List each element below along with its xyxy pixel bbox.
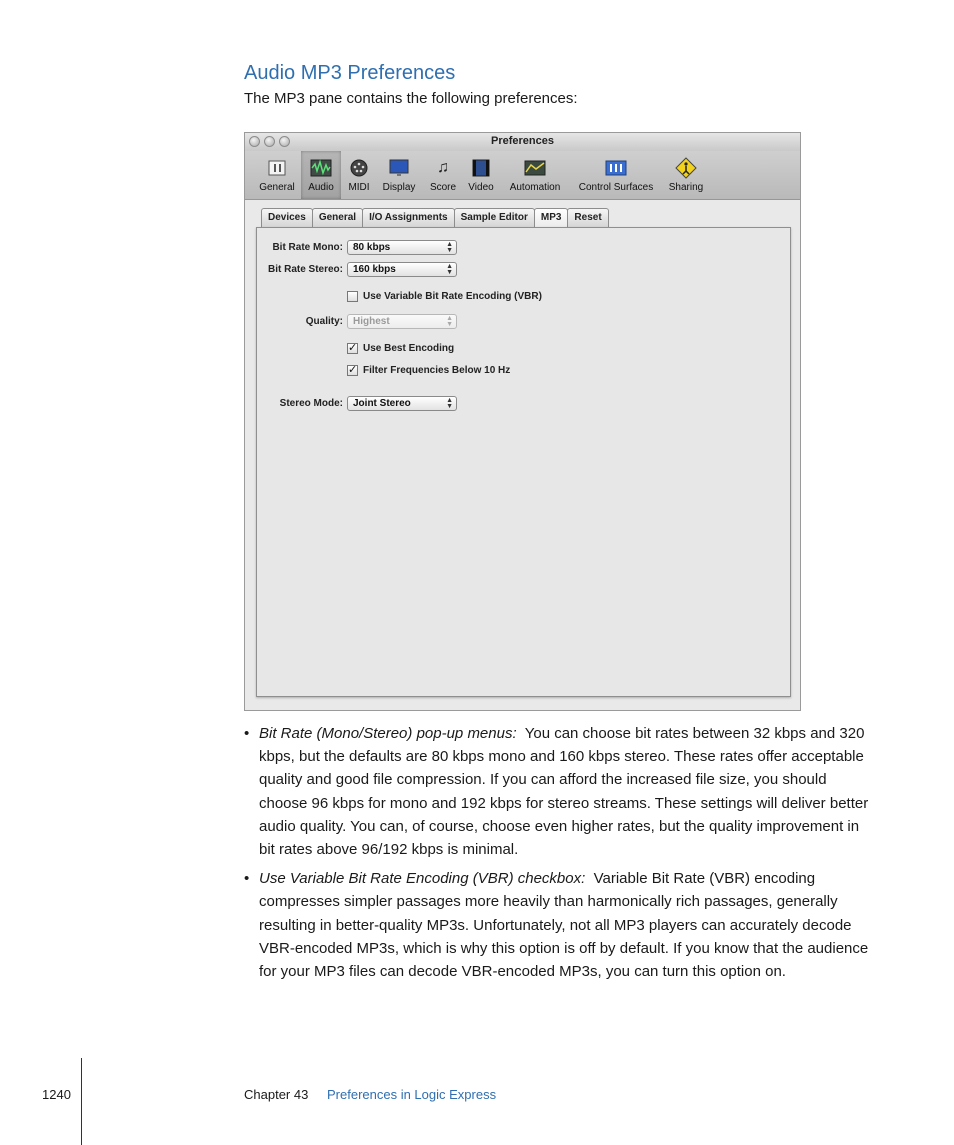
bullet-icon: • [244,725,250,742]
display-icon [388,157,410,179]
intro-text: The MP3 pane contains the following preferences: [244,90,578,107]
mp3-panel [256,227,791,697]
bit-rate-mono-popup[interactable]: 80 kbps ▲ ▼ [347,240,457,255]
tab-io-assignments[interactable]: I/O Assignments [362,208,455,227]
automation-icon [524,157,546,179]
bit-rate-mono-label: Bit Rate Mono: [272,242,343,253]
toolbar-control-surfaces[interactable]: Control Surfaces [573,151,659,199]
control-surfaces-icon [605,157,627,179]
tab-mp3[interactable]: MP3 [534,208,569,227]
midi-icon [348,157,370,179]
filter-checkbox-row[interactable]: ✓ Filter Frequencies Below 10 Hz [348,364,511,376]
section-heading: Audio MP3 Preferences [244,62,456,84]
list-item: • Bit Rate (Mono/Stereo) pop-up menus: You can choose bit rates between 32 kbps and 320 kbps, but the defaults are 80 kbps mono and 160 kbps stereo. These rates offer acceptable quality and good file compression. If you can afford the increased file size, you should choose 96 kbps for mono and 192 kbps for stereo streams. These settings will deliver better audio quality. You can, of course, choose even higher rates, but the quality improvement in bit rates above 96/192 kbps is minimal. [244,722,876,861]
vbr-checkbox-row[interactable]: Use Variable Bit Rate Encoding (VBR) [347,291,542,302]
bullet-list [244,722,876,989]
checkmark-icon: ✓ [348,364,358,376]
stereo-mode-label: Stereo Mode: [279,398,343,409]
checkmark-icon: ✓ [348,342,358,354]
general-icon [266,157,288,179]
page-number: 1240 [42,1087,71,1102]
popup-arrows-icon: ▲ ▼ [446,241,453,254]
bit-rate-stereo-label: Bit Rate Stereo: [267,264,343,275]
tab-sample-editor[interactable]: Sample Editor [454,208,535,227]
best-encoding-checkbox-row[interactable]: ✓ Use Best Encoding [348,342,455,354]
tab-bar [261,208,608,226]
popup-arrows-icon: ▲ ▼ [446,263,453,276]
toolbar-display[interactable]: Display [377,151,421,199]
footer-chapter-title[interactable]: Preferences in Logic Express [327,1087,497,1102]
toolbar-score[interactable]: ♫ Score [429,159,457,193]
title-bar [245,133,800,152]
bit-rate-stereo-popup[interactable]: 160 kbps ▲ ▼ [347,262,457,277]
best-encoding-checkbox[interactable] [347,343,358,354]
tab-general[interactable]: General [312,208,363,227]
audio-icon [310,157,332,179]
toolbar-sharing[interactable]: Sharing [663,151,709,199]
toolbar-audio[interactable]: Audio [301,151,341,199]
score-icon: ♫ [437,159,449,176]
list-item: • Use Variable Bit Rate Encoding (VBR) checkbox: Variable Bit Rate (VBR) encoding compresses simpler passages more heavily than harmonically rich passages, generally resulting in better-quality MP3s. Unfortunately, not all MP3 players can accurately decode VBR-encoded MP3s, which is why this option is off by default. If you know that the audience for your MP3 files can decode VBR-encoded MP3s, you can turn this option on. [244,867,876,983]
filter-checkbox[interactable] [347,365,358,376]
vbr-checkbox[interactable] [347,291,358,302]
popup-arrows-icon: ▲ ▼ [446,315,453,328]
bullet-icon: • [244,870,250,888]
sharing-icon [675,157,697,179]
video-icon [470,157,492,179]
footer-divider [81,1058,82,1145]
toolbar-midi[interactable]: MIDI [343,151,375,199]
window-title: Preferences [491,135,554,147]
stereo-mode-popup[interactable]: Joint Stereo ▲ ▼ [347,396,457,411]
toolbar-automation[interactable]: Automation [503,151,567,199]
quality-label: Quality: [305,316,343,327]
toolbar-general[interactable]: General [255,151,299,199]
footer-chapter: Chapter 43 [244,1087,309,1102]
preferences-window [244,132,801,711]
toolbar-video[interactable]: Video [463,151,499,199]
quality-popup[interactable]: Highest ▲ ▼ [347,314,457,329]
tab-devices[interactable]: Devices [261,208,313,227]
tab-reset[interactable]: Reset [567,208,608,227]
toolbar [245,151,800,200]
popup-arrows-icon: ▲ ▼ [446,397,453,410]
